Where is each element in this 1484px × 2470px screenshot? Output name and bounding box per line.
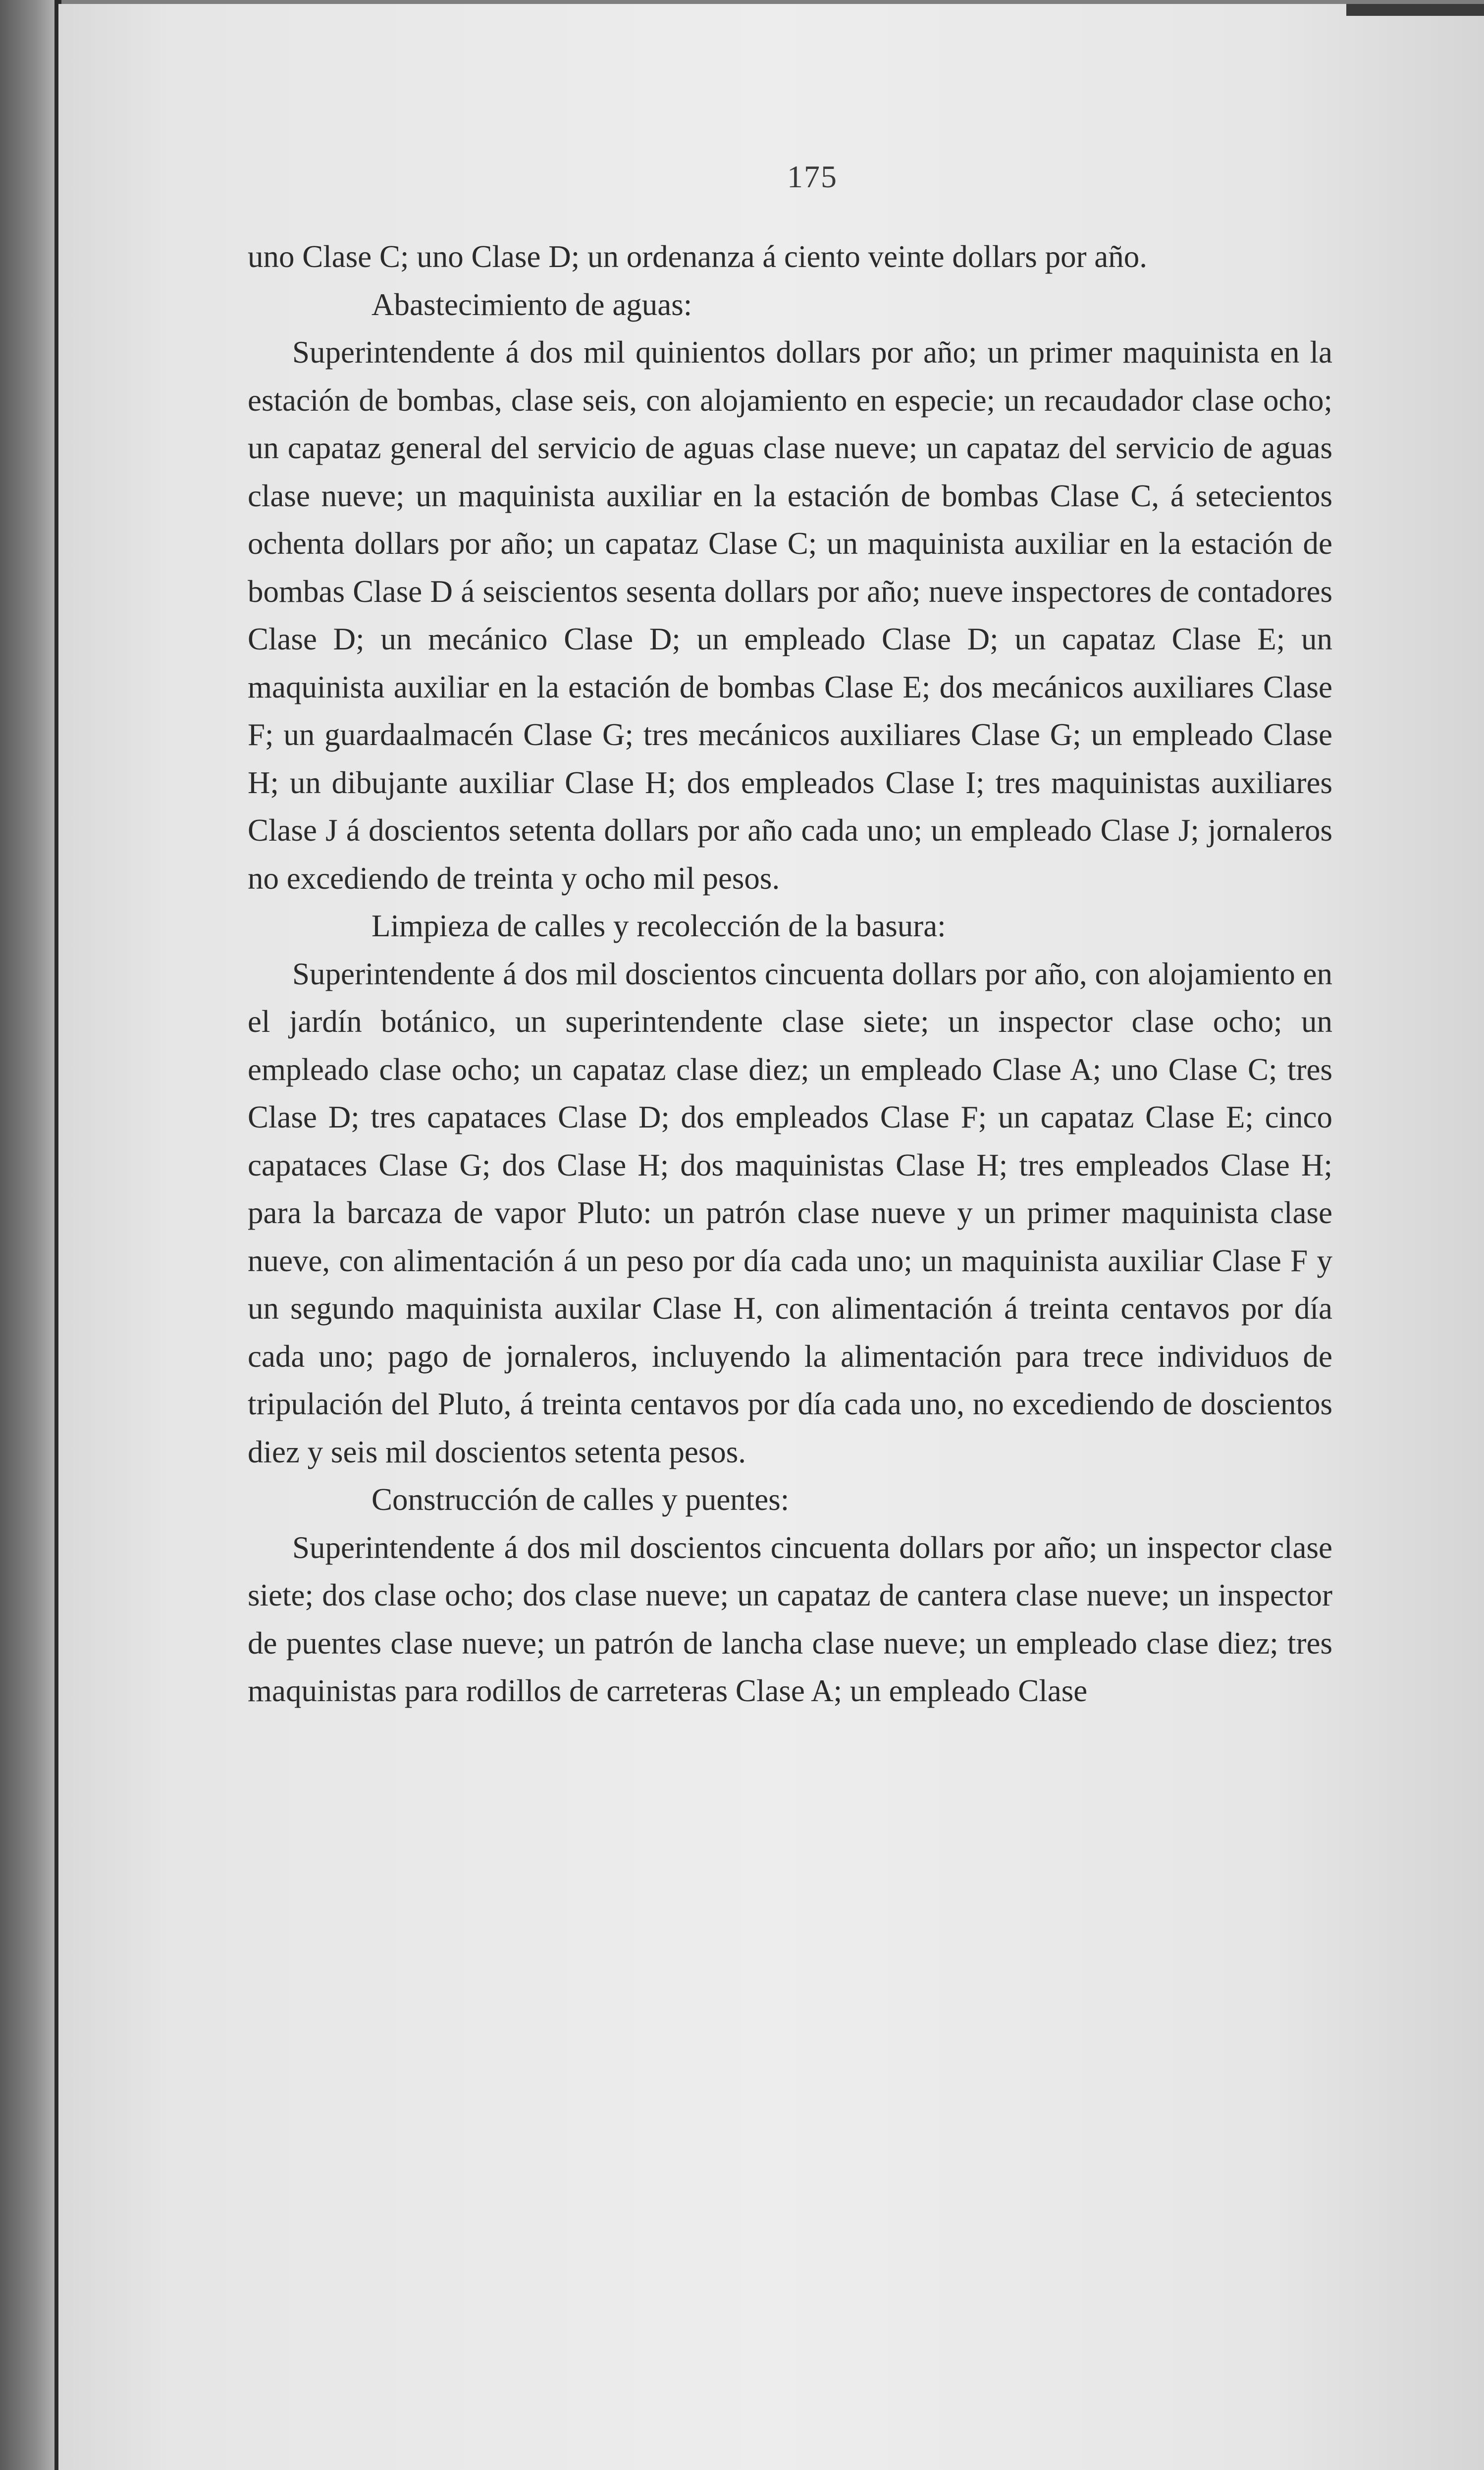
section-heading-limpieza: Limpieza de calles y recolección de la basura: xyxy=(371,909,946,943)
book-gutter xyxy=(0,0,58,2470)
page-body xyxy=(248,233,1332,1715)
section-heading-aguas: Abastecimiento de aguas: xyxy=(371,287,692,322)
page-top-shadow xyxy=(1346,4,1484,16)
page-number: 175 xyxy=(787,159,838,194)
paragraph-limpieza: Superintendente á dos mil doscientos cincuenta dollars por año, con alojamiento en el jardín botánico, un superintendente clase siete; un inspector clase ocho; un empleado clase ocho; un capataz clase diez; un empleado Clase A; uno Clase C; tres Clase D; tres capataces Clase D; dos empleados Clase F; un capataz Clase E; cinco capataces Clase G; dos Clase H; dos maquinistas Clase H; tres empleados Clase H; para la barcaza de vapor Pluto: un patrón clase nueve y un primer maquinista clase nueve, con alimentación á un peso por día cada uno; un maquinista auxiliar Clase F y un segundo maquinista auxilar Clase H, con alimentación á treinta centavos por día cada uno; pago de jornaleros, incluyendo la alimentación para trece individuos de tripulación del Pluto, á treinta centavos por día cada uno, no excediendo de doscientos diez y seis mil doscientos setenta pesos. xyxy=(248,956,1332,1469)
paragraph-aguas: Superintendente á dos mil quinientos dollars por año; un primer maquinista en la estación de bombas, clase seis, con alojamiento en especie; un recaudador clase ocho; un capataz general del servicio de aguas clase nueve; un capataz del servicio de aguas clase nueve; un maquinista auxiliar en la estación de bombas Clase C, á setecientos ochenta dollars por año; un capataz Clase C; un maquinista auxiliar en la estación de bombas Clase D á seiscientos sesenta dollars por año; nueve inspectores de contadores Clase D; un mecánico Clase D; un empleado Clase D; un capataz Clase E; un maquinista auxiliar en la estación de bombas Clase E; dos mecánicos auxiliares Clase F; un guardaalmacén Clase G; tres mecánicos auxiliares Clase G; un empleado Clase H; un dibujante auxiliar Clase H; dos empleados Clase I; tres maquinistas auxiliares Clase J á doscientos setenta dollars por año cada uno; un empleado Clase J; jornaleros no excediendo de treinta y ocho mil pesos. xyxy=(248,335,1332,896)
paragraph-intro: uno Clase C; uno Clase D; un ordenanza á ciento veinte dollars por año. xyxy=(248,239,1148,274)
paragraph-construccion: Superintendente á dos mil doscientos cincuenta dollars por año; un inspector clase siete; dos clase ocho; dos clase nueve; un capataz de cantera clase nueve; un inspector de puentes clase nueve; un patrón de lancha clase nueve; un empleado clase diez; tres maquinistas para rodillos de carreteras Clase A; un empleado Clase xyxy=(248,1530,1332,1708)
section-heading-construccion: Construcción de calles y puentes: xyxy=(371,1482,790,1517)
